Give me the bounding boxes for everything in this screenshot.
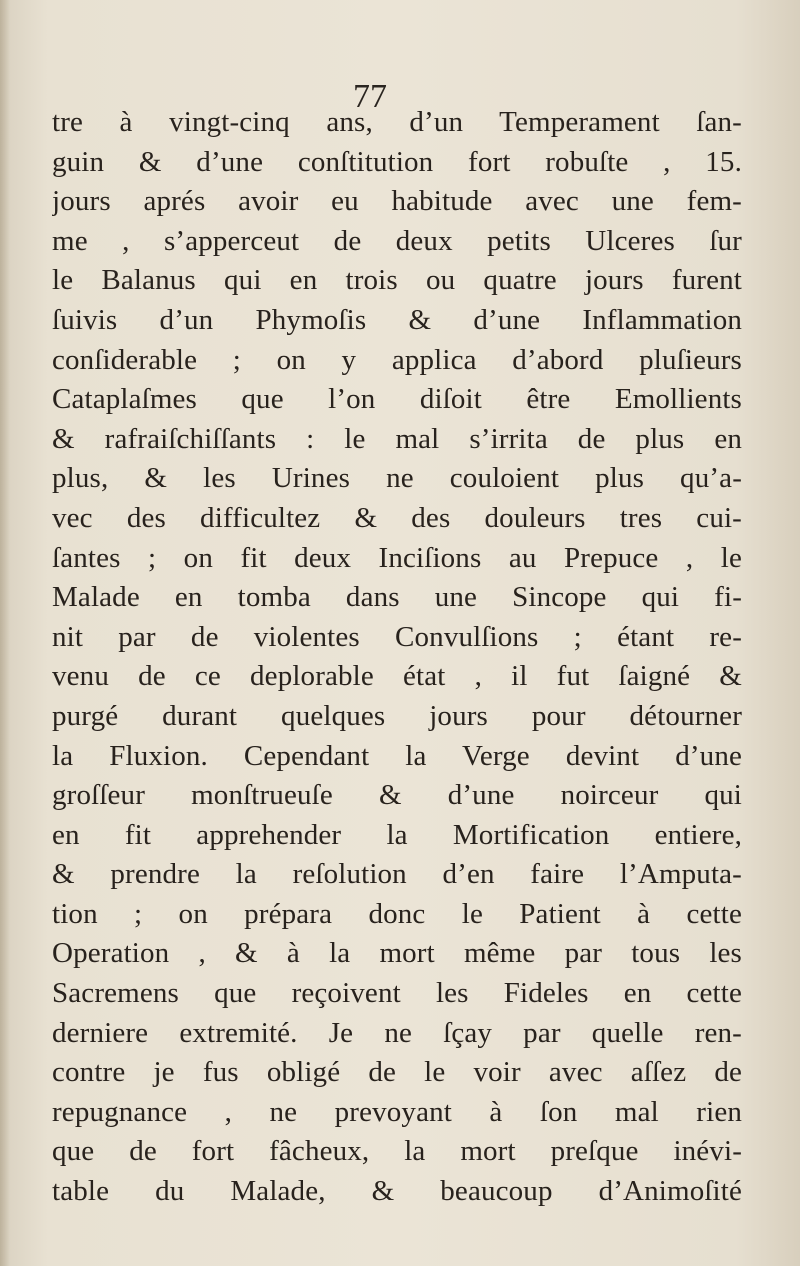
text-line: repugnance , ne prevoyant à ſon mal rien — [52, 1095, 742, 1128]
text-line: venu de ce deplorable état , il fut ſaigné & — [52, 660, 742, 693]
text-line: derniere extremité. Je ne ſçay par quelle ren- — [52, 1016, 742, 1049]
page-number: 77 — [353, 78, 387, 115]
text-line: jours aprés avoir eu habitude avec une fem- — [52, 185, 742, 218]
text-line: guin & d’une conſtitution fort robuſte , 15. — [52, 145, 742, 178]
text-line: Malade en tomba dans une Sincope qui fi- — [52, 581, 742, 614]
text-line: & rafraiſchiſſants : le mal s’irrita de plus en — [52, 422, 742, 455]
text-line: Cataplaſmes que l’on diſoit être Emollients — [52, 383, 742, 416]
text-line: groſſeur monſtrueuſe & d’une noirceur qui — [52, 779, 742, 812]
text-line: tre à vingt-cinq ans, d’un Temperament ſan- — [52, 106, 742, 138]
text-line: la Fluxion. Cependant la Verge devint d’une — [52, 739, 742, 772]
text-line: plus, & les Urines ne couloient plus qu’a- — [52, 462, 742, 495]
text-line: me , s’apperceut de deux petits Ulceres ſur — [52, 224, 742, 257]
text-line: nit par de violentes Convulſions ; étant re- — [52, 620, 742, 653]
text-line: en fit apprehender la Mortification entiere, — [52, 818, 742, 851]
text-line: Operation , & à la mort même par tous les — [52, 937, 742, 970]
text-line: contre je fus obligé de le voir avec aſſez de — [52, 1056, 742, 1089]
text-line: table du Malade, & beaucoup d’Animoſité — [52, 1175, 742, 1208]
body-text — [52, 103, 742, 1212]
text-line: purgé durant quelques jours pour détourner — [52, 699, 742, 732]
text-line: ſuivis d’un Phymoſis & d’une Inflammation — [52, 303, 742, 336]
text-line: tion ; on prépara donc le Patient à cette — [52, 897, 742, 930]
text-line: vec des difficultez & des douleurs tres cui- — [52, 501, 742, 534]
text-line: & prendre la reſolution d’en faire l’Amputa- — [52, 858, 742, 891]
text-line: que de fort fâcheux, la mort preſque inévi- — [52, 1135, 742, 1168]
text-line: Sacremens que reçoivent les Fideles en cette — [52, 977, 742, 1010]
text-line: conſiderable ; on y applica d’abord pluſieurs — [52, 343, 742, 376]
text-line: le Balanus qui en trois ou quatre jours furent — [52, 264, 742, 297]
text-line: ſantes ; on fit deux Inciſions au Prepuce , le — [52, 541, 742, 574]
